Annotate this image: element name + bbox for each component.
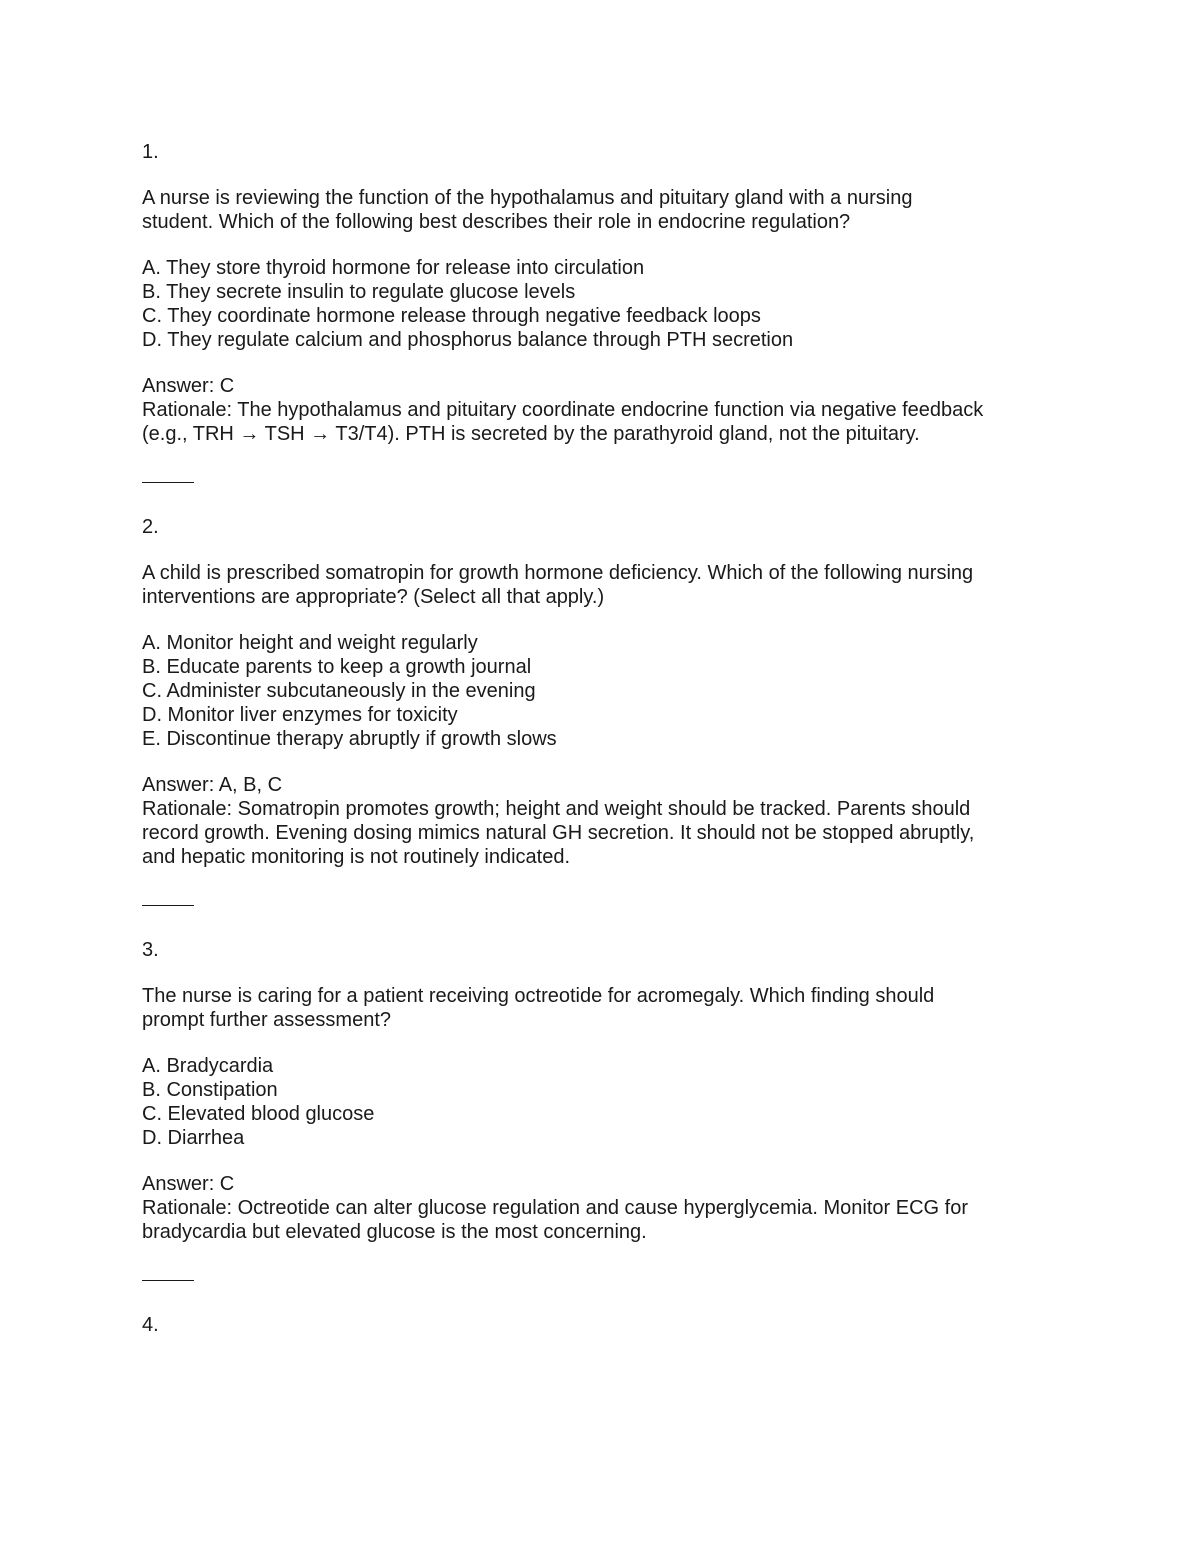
option-a: A. They store thyroid hormone for release into circulation — [142, 257, 645, 279]
stem-line: student. Which of the following best describes their role in endocrine regulation? — [142, 211, 851, 233]
question-number: 1. — [142, 141, 159, 163]
question-4 — [142, 1313, 1072, 1337]
option-b: B. Educate parents to keep a growth journal — [142, 656, 532, 678]
option-b: B. Constipation — [142, 1079, 278, 1101]
question-2 — [142, 515, 1072, 869]
option-c: C. Elevated blood glucose — [142, 1103, 375, 1125]
option-list — [142, 256, 1072, 352]
option-a: A. Monitor height and weight regularly — [142, 632, 478, 654]
section-divider — [142, 482, 194, 483]
rationale-line: record growth. Evening dosing mimics natural GH secretion. It should not be stopped abruptly, — [142, 822, 975, 844]
answer-line: Answer: A, B, C — [142, 774, 283, 796]
option-a: A. Bradycardia — [142, 1055, 274, 1077]
section-divider — [142, 1280, 194, 1281]
rationale — [142, 1196, 1072, 1244]
option-c: C. Administer subcutaneously in the evening — [142, 680, 536, 702]
option-e: E. Discontinue therapy abruptly if growth slows — [142, 728, 557, 750]
question-number: 3. — [142, 939, 159, 961]
rationale-line: and hepatic monitoring is not routinely indicated. — [142, 846, 571, 868]
option-c: C. They coordinate hormone release through negative feedback loops — [142, 305, 761, 327]
rationale-line: Rationale: Octreotide can alter glucose regulation and cause hyperglycemia. Monitor ECG for — [142, 1197, 968, 1219]
option-d: D. Monitor liver enzymes for toxicity — [142, 704, 458, 726]
option-d: D. They regulate calcium and phosphorus balance through PTH secretion — [142, 329, 794, 351]
rationale — [142, 398, 1072, 446]
answer-line: Answer: C — [142, 1173, 235, 1195]
stem-line: The nurse is caring for a patient receiving octreotide for acromegaly. Which finding should — [142, 985, 935, 1007]
stem-line: prompt further assessment? — [142, 1009, 391, 1031]
stem-line: A nurse is reviewing the function of the hypothalamus and pituitary gland with a nursing — [142, 187, 913, 209]
rationale-line: bradycardia but elevated glucose is the most concerning. — [142, 1221, 647, 1243]
stem-line: interventions are appropriate? (Select all that apply.) — [142, 586, 605, 608]
question-number: 4. — [142, 1314, 159, 1336]
question-stem — [142, 984, 1072, 1032]
rationale — [142, 797, 1072, 869]
rationale-line: (e.g., TRH → TSH → T3/T4). PTH is secreted by the parathyroid gland, not the pituitary. — [142, 423, 920, 445]
question-number: 2. — [142, 516, 159, 538]
option-list — [142, 631, 1072, 751]
rationale-line: Rationale: Somatropin promotes growth; height and weight should be tracked. Parents should — [142, 798, 971, 820]
option-d: D. Diarrhea — [142, 1127, 245, 1149]
stem-line: A child is prescribed somatropin for growth hormone deficiency. Which of the following nursing — [142, 562, 974, 584]
option-list — [142, 1054, 1072, 1150]
rationale-line: Rationale: The hypothalamus and pituitary coordinate endocrine function via negative feedback — [142, 399, 984, 421]
document-page — [142, 140, 1072, 1337]
question-1 — [142, 140, 1072, 446]
answer-line: Answer: C — [142, 375, 235, 397]
question-3 — [142, 938, 1072, 1244]
question-stem — [142, 186, 1072, 234]
question-stem — [142, 561, 1072, 609]
option-b: B. They secrete insulin to regulate glucose levels — [142, 281, 576, 303]
section-divider — [142, 905, 194, 906]
